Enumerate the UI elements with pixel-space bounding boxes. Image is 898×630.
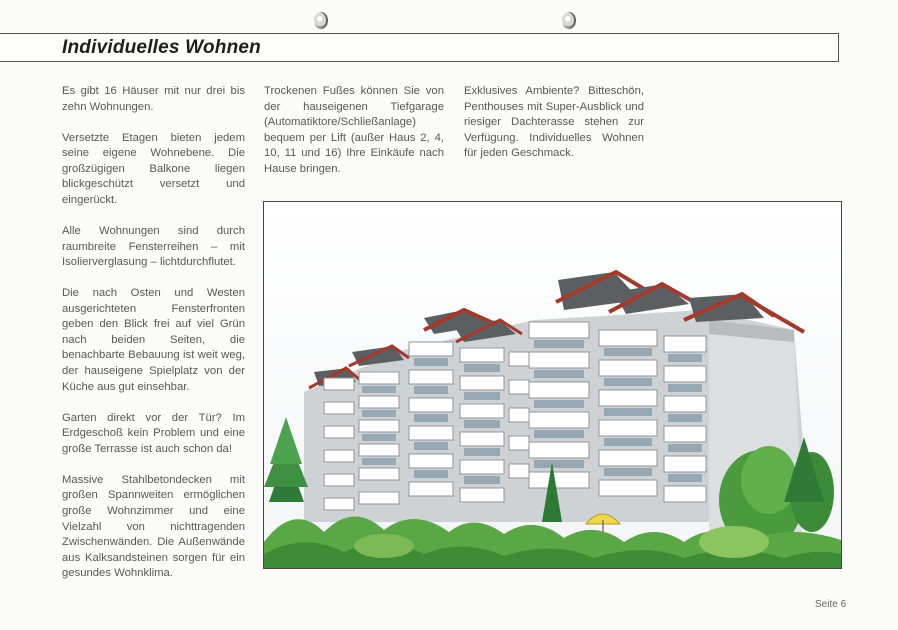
- paragraph: Es gibt 16 Häuser mit nur drei bis zehn Wohnungen.: [62, 85, 245, 113]
- paragraph: Garten direkt vor der Tür? Im Erdgeschoß kein Problem und eine große Terrasse ist auch schon da!: [62, 411, 245, 455]
- page-number: Seite 6: [815, 599, 847, 610]
- paragraph: Alle Wohnungen sind durch raumbreite Fensterreihen – mit Isolierverglasung – lichtdurchflutet.: [62, 224, 245, 269]
- paragraph: Exklusives Ambiente? Bitteschön, Penthouses mit Super-Ausblick und riesiger Dachterasse stehen zur Verfügung. Individuelles Wohnen für jeden Geschmack.: [464, 85, 644, 160]
- page-title: Individuelles Wohnen: [62, 37, 261, 58]
- text-column-3: [464, 84, 644, 177]
- title-bar: [0, 33, 839, 62]
- paragraph: Versetzte Etagen bieten jedem seine eigene Wohnebene. Die großzügigen Balkone liegen blickgeschützt versetzt und eingerückt.: [62, 131, 245, 206]
- building-illustration: [263, 201, 842, 569]
- binder-ring-left: [314, 12, 328, 29]
- text-column-2: [264, 84, 444, 193]
- text-column-1: [62, 84, 245, 597]
- paragraph: Massive Stahlbetondecken mit großen Spannweiten ermöglichen große Wohnzimmer und eine Vielzahl von nichttragenden Zwischenwänden. Die Außenwände aus Kalksandsteinen sorgen für ein gesundes Wohnklima.: [62, 473, 245, 580]
- illustration-svg: [264, 202, 841, 568]
- binder-ring-right: [562, 12, 576, 29]
- paragraph: Trockenen Fußes können Sie von der hauseigenen Tiefgarage (Automatiktore/Schließanlage) bequem per Lift (außer Haus 2, 4, 10, 11 und 16) Ihre Einkäufe nach Hause bringen.: [264, 85, 444, 175]
- paragraph: Die nach Osten und Westen ausgerichteten Fensterfronten geben den Blick frei auf viel Grün nach beiden Seiten, die benachbarte Bebauung ist weit weg, der hauseigene Spielplatz von der Küche aus gut einsehbar.: [62, 287, 245, 393]
